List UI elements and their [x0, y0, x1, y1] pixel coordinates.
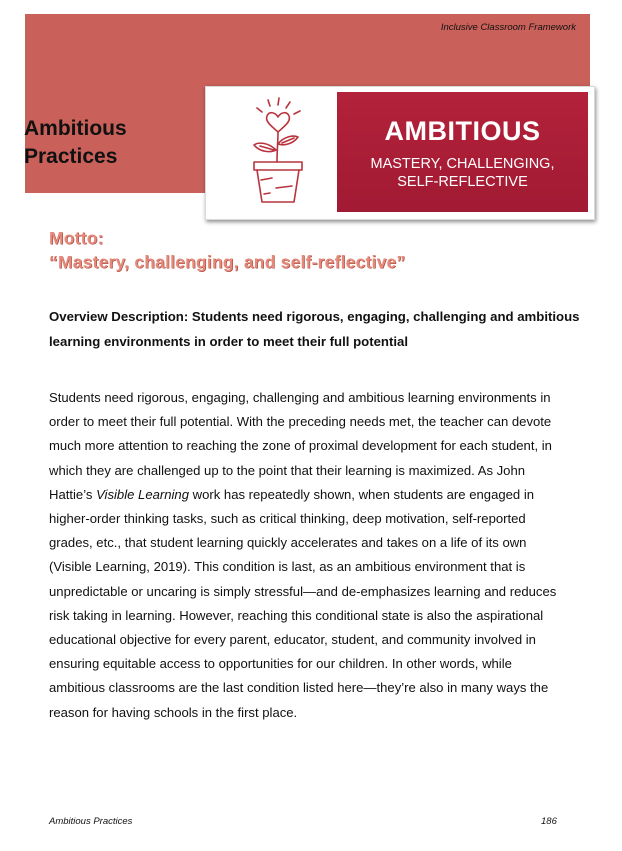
- overview-description: Overview Description: Students need rigorous, engaging, challenging and ambitious learning environments in order to meet their full potential: [49, 309, 580, 349]
- book-title: Visible Learning: [96, 486, 189, 502]
- body-paragraph: [49, 386, 569, 725]
- banner-subtitle: [337, 155, 588, 191]
- section-title: [24, 115, 127, 171]
- body-text-part2: work has repeatedly shown, when students are engaged in higher-order thinking tasks, such as critical thinking, deep motivation, self-reported grades, etc., that student learning quickly accelerates and takes on a life of its own (Visible Learning, 2019). This condition is last, as an ambitious environment that is unpredictable or uncaring is simply stressful—and de-emphasizes learning and reduces risk taking in learning. However, reaching this conditional state is also the aspirational educational objective for every parent, educator, student, and community involved in ensuring equitable access to opportunities for our children. In other words, while ambitious classrooms are the last condition listed here—they’re also in many ways the reason for having schools in the first place.: [49, 486, 557, 720]
- banner-title: AMBITIOUS: [384, 116, 541, 146]
- banner-title-panel: [337, 92, 588, 212]
- running-head: Inclusive Classroom Framework: [440, 22, 576, 33]
- section-title-line2: Practices: [24, 145, 118, 168]
- footer-section-name: Ambitious Practices: [49, 816, 133, 827]
- motto-label: Motto:: [49, 228, 104, 248]
- section-title-line1: Ambitious: [24, 117, 127, 140]
- page-number: 186: [541, 816, 557, 827]
- banner-icon-box: [212, 92, 336, 212]
- potted-heart-plant-icon: [212, 92, 336, 212]
- motto-text: “Mastery, challenging, and self-reflective”: [49, 252, 406, 272]
- banner-subtitle-line2: SELF-REFLECTIVE: [397, 174, 528, 190]
- motto: [49, 226, 405, 274]
- banner-subtitle-line1: MASTERY, CHALLENGING,: [370, 156, 555, 172]
- body-text-part1: Students need rigorous, engaging, challenging and ambitious learning environments in order to meet their full potential. With the preceding needs met, the teacher can devote much more attention to reaching the zone of proximal development for each student, in which they are challenged up to the point that their learning is maximized. As John Hattie’s: [49, 390, 552, 502]
- ambitious-banner: [205, 86, 595, 220]
